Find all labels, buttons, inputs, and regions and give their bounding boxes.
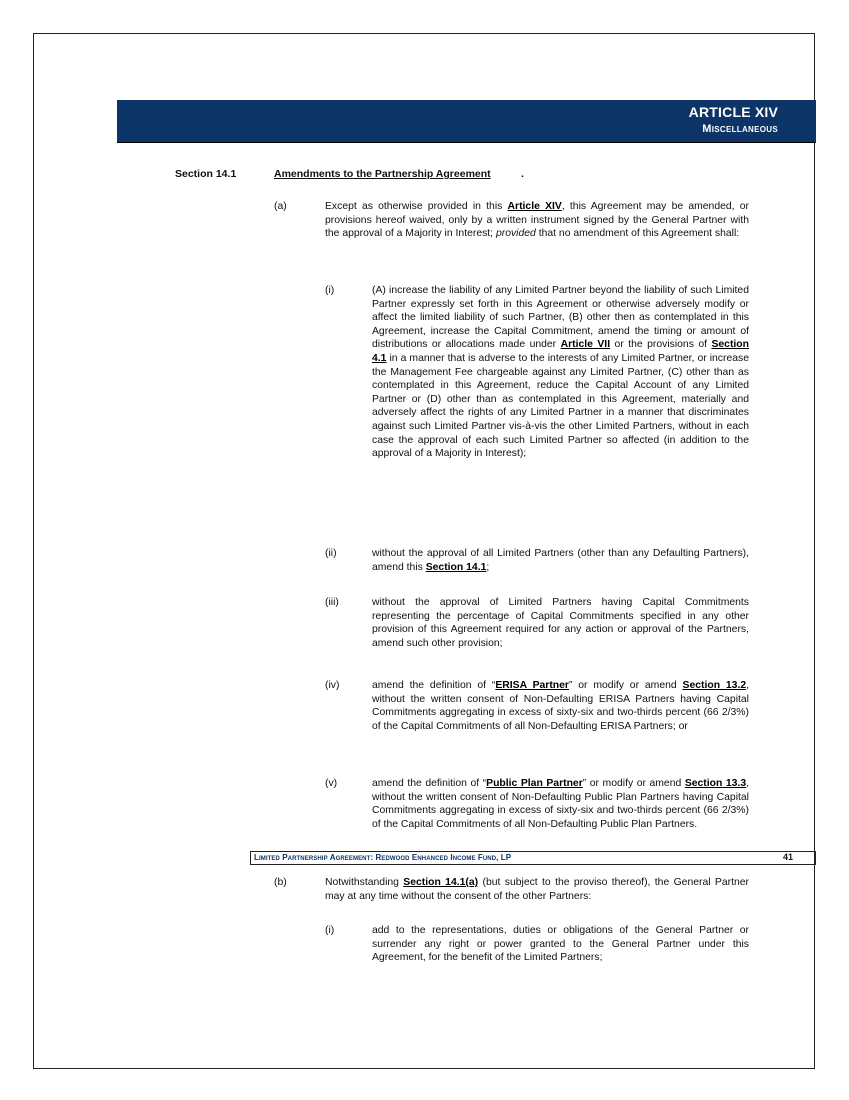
emphasis: provided [495, 228, 536, 240]
item-a-i-text [372, 284, 749, 461]
clause-a-label: (a) [274, 201, 287, 212]
text-run: ; [486, 561, 490, 573]
item-a-iv-text [372, 679, 749, 733]
text-run: Except as otherwise provided in this [325, 201, 508, 212]
cross-ref-section-14-1-a[interactable]: Section 14.1(a) [403, 877, 479, 888]
text-run: , this Agreement may be amended, or provisions hereof waived, only by a written instrument signed by the General Partner with the approval of a Majority in Interest; [325, 201, 749, 240]
section-number: Section 14.1 [175, 168, 237, 180]
item-a-iii-label: (iii) [325, 597, 339, 608]
text-run: (but subject to the proviso thereof), the General Partner may at any time without the consent of the other Partners: [325, 877, 749, 902]
article-number: ARTICLE XIV [688, 104, 778, 120]
text-run: , without the written consent of Non-Defaulting ERISA Partners having Capital Commitments aggregating in excess of sixty-six and two-thirds percent (66 2/3%) of the Capital Commitments of all Non-Defaulting ERISA Partners; or [372, 680, 750, 732]
text-run: or the provisions of [610, 339, 712, 351]
item-a-iv-label: (iv) [325, 680, 340, 691]
text-run: in a manner that is adverse to the interests of any Limited Partner, or increase the Management Fee chargeable against any Limited Partner, (C) other than as contemplated in this Agreement, reduce the Capital Account of any Limited Partner or (D) other than as contemplated in this Agreement, materially and adversely affect the rights of any Limited Partner in a manner that discriminates against such Limited Partner vis-à-vis the other Limited Partners, without in each case the approval of each such Limited Partner so affected (in addition to the approval of a Majority in Interest); [372, 352, 749, 460]
item-a-v-label: (v) [325, 778, 338, 789]
article-banner [117, 100, 816, 143]
text-run: (A) increase the liability of any Limited Partner beyond the liability of such Limited Partner expressly set forth in this Agreement or otherwise adversely modify or affect the limited liability of such Partner, (B) other then as contemplated in this Agreement, increase the Capital Commitment, amend the timing or amount of distributions or allocations made under [372, 285, 749, 351]
cross-ref-article-vii[interactable]: Article VII [560, 339, 611, 351]
text-run: amend the definition of “ [372, 778, 487, 789]
page-footer [250, 851, 816, 865]
text-run: Notwithstanding [325, 877, 404, 888]
clause-b-label: (b) [274, 877, 287, 888]
text-run: ” or modify or amend [582, 778, 685, 789]
cross-ref-section-4-1[interactable]: Section 4.1 [372, 339, 749, 364]
defined-term-erisa-partner[interactable]: ERISA Partner [495, 680, 569, 691]
clause-a-text [325, 200, 749, 241]
item-a-iii-text: without the approval of Limited Partners having Capital Commitments representing the percentage of Capital Commitments specified in any other provision of this Agreement required for any action or approval of the Partners, amend such other provision; [372, 597, 749, 649]
section-title-text: Amendments to the Partnership Agreement [274, 168, 491, 180]
footer-document-title: Limited Partnership Agreement: Redwood Enhanced Income Fund, LP [254, 853, 512, 862]
text-run: amend the definition of “ [372, 680, 496, 691]
item-a-ii-label: (ii) [325, 548, 337, 559]
text-run: , without the written consent of Non-Defaulting Public Plan Partners having Capital Commitments aggregating in excess of sixty-six and two-thirds percent (66 2/3%) of the Capital Commitments of all Non-Defaulting Public Plan Partners. [372, 778, 750, 830]
defined-term-public-plan-partner[interactable]: Public Plan Partner [486, 778, 583, 789]
item-b-i-text: add to the representations, duties or obligations of the General Partner or surrender any right or power granted to the General Partner under this Agreement, for the benefit of the Limited Partners; [372, 925, 749, 964]
item-a-ii-text [372, 547, 749, 574]
cross-ref-section-14-1[interactable]: Section 14.1 [425, 561, 487, 573]
clause-b-text [325, 876, 749, 903]
section-title-period: . [521, 168, 524, 180]
cross-ref-section-13-2[interactable]: Section 13.2 [682, 680, 747, 691]
section-title [274, 168, 491, 182]
item-a-v-text [372, 777, 749, 831]
cross-ref-section-13-3[interactable]: Section 13.3 [684, 778, 747, 789]
article-title: Miscellaneous [702, 123, 778, 135]
text-run: without the approval of all Limited Partners (other than any Defaulting Partners), amend this [372, 548, 749, 573]
text-run: ” or modify or amend [568, 680, 683, 691]
item-b-i-label: (i) [325, 925, 335, 936]
item-a-i-label: (i) [325, 285, 335, 296]
page-number: 41 [782, 852, 793, 862]
cross-ref-article-xiv[interactable]: Article XIV [507, 201, 562, 212]
text-run: that no amendment of this Agreement shall: [535, 228, 740, 240]
